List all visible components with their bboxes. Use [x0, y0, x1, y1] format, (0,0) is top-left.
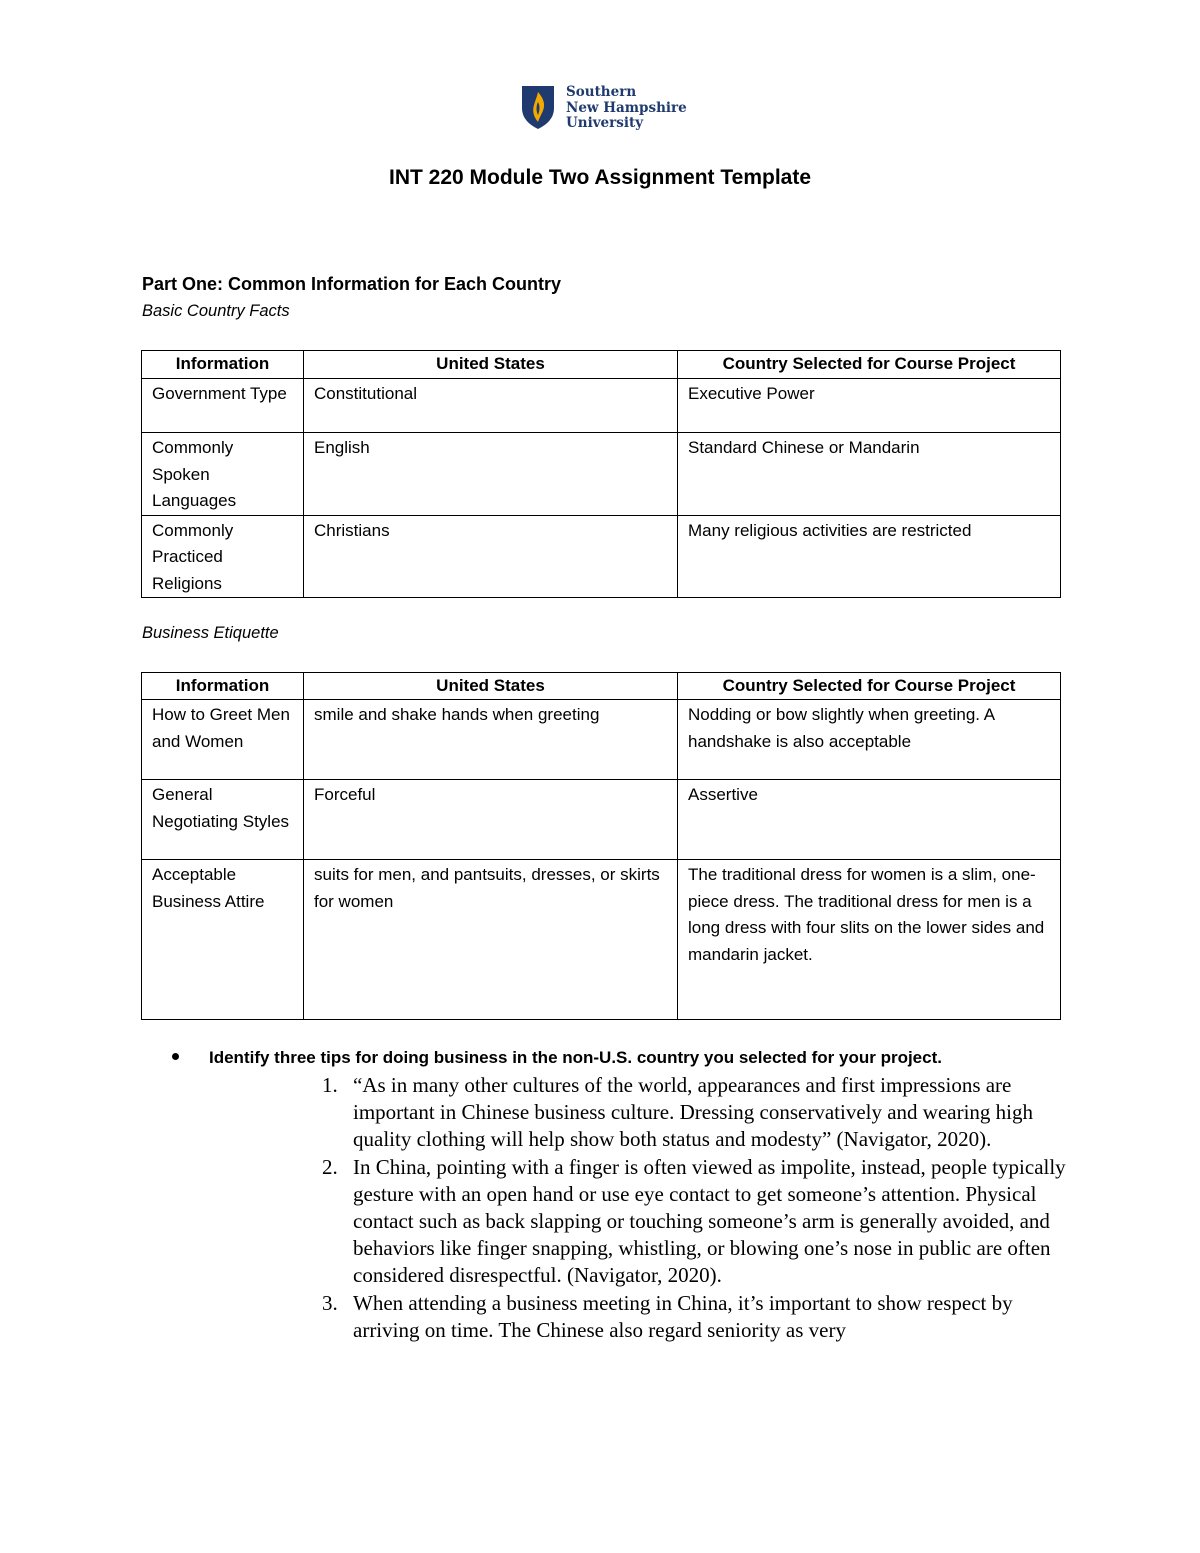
header-selected-country: Country Selected for Course Project: [678, 351, 1061, 379]
table-row: [142, 379, 1061, 433]
logo-line-2: New Hampshire: [566, 99, 687, 116]
university-logo: [520, 84, 690, 134]
logo-line-3: University: [566, 115, 644, 131]
table-row: [142, 433, 1061, 516]
bullet-icon: [172, 1053, 179, 1060]
table-cell: Executive Power: [678, 379, 1061, 433]
table-cell: Standard Chinese or Mandarin: [678, 433, 1061, 516]
document-title: INT 220 Module Two Assignment Template: [389, 166, 811, 189]
tips-list: [322, 1072, 1067, 1344]
table-cell: General Negotiating Styles: [142, 780, 304, 860]
list-item: [322, 1072, 1067, 1154]
list-item-text: When attending a business meeting in China, it’s important to show respect by arriving on time. The Chinese also regard seniority as very: [353, 1290, 1013, 1342]
basic-facts-table: [141, 350, 1061, 598]
list-item: [322, 1290, 1067, 1344]
table-row: [142, 860, 1061, 1020]
list-item-text: “As in many other cultures of the world, appearances and first impressions are important in Chinese business culture. Dressing conservatively and wearing high quality clothing will help show both status and modesty” (Navigator, 2020).: [353, 1073, 1034, 1152]
table-cell: Commonly Spoken Languages: [142, 433, 304, 516]
table-cell: smile and shake hands when greeting: [304, 700, 678, 780]
table-cell: How to Greet Men and Women: [142, 700, 304, 780]
list-item-number: 1.: [322, 1073, 338, 1097]
shield-flame-icon: [520, 84, 556, 130]
table-cell: Constitutional: [304, 379, 678, 433]
tips-instruction-text: Identify three tips for doing business in the non-U.S. country you selected for your project.: [209, 1048, 942, 1067]
table-cell: Assertive: [678, 780, 1061, 860]
tips-instruction: [172, 1048, 942, 1068]
table-row: [142, 780, 1061, 860]
table-row: [142, 515, 1061, 598]
table-cell: Forceful: [304, 780, 678, 860]
list-item: [322, 1154, 1067, 1290]
table-header-row: [142, 351, 1061, 379]
table-row: [142, 700, 1061, 780]
header-united-states: United States: [304, 351, 678, 379]
table-cell: Commonly Practiced Religions: [142, 515, 304, 598]
list-item-number: 2.: [322, 1154, 338, 1179]
table-cell: The traditional dress for women is a slim, one-piece dress. The traditional dress for men is a long dress with four slits on the lower sides and mandarin jacket.: [678, 860, 1061, 1020]
header-selected-country: Country Selected for Course Project: [678, 673, 1061, 700]
business-etiquette-table: [141, 672, 1061, 1020]
list-item-text: In China, pointing with a finger is often viewed as impolite, instead, people typically gesture with an open hand or use eye contact to get someone’s attention. Physical contact such as back slapping or touching someone’s arm is generally avoided, and behaviors like finger snapping, whistling, or blowing one’s nose in public are often considered disrespectful. (Navigator, 2020).: [353, 1154, 1066, 1288]
table-cell: English: [304, 433, 678, 516]
list-item-number: 3.: [322, 1290, 338, 1315]
table-cell: Christians: [304, 515, 678, 598]
basic-facts-subheading: Basic Country Facts: [142, 302, 290, 320]
table-header-row: [142, 673, 1061, 700]
etiquette-subheading: Business Etiquette: [142, 624, 279, 642]
logo-line-1: Southern: [566, 84, 637, 100]
table-cell: Government Type: [142, 379, 304, 433]
header-information: Information: [142, 673, 304, 700]
table-cell: suits for men, and pantsuits, dresses, or skirts for women: [304, 860, 678, 1020]
header-information: Information: [142, 351, 304, 379]
table-cell: Nodding or bow slightly when greeting. A handshake is also acceptable: [678, 700, 1061, 780]
part-one-heading: Part One: Common Information for Each Country: [142, 274, 562, 294]
table-cell: Many religious activities are restricted: [678, 515, 1061, 598]
header-united-states: United States: [304, 673, 678, 700]
table-cell: Acceptable Business Attire: [142, 860, 304, 1020]
